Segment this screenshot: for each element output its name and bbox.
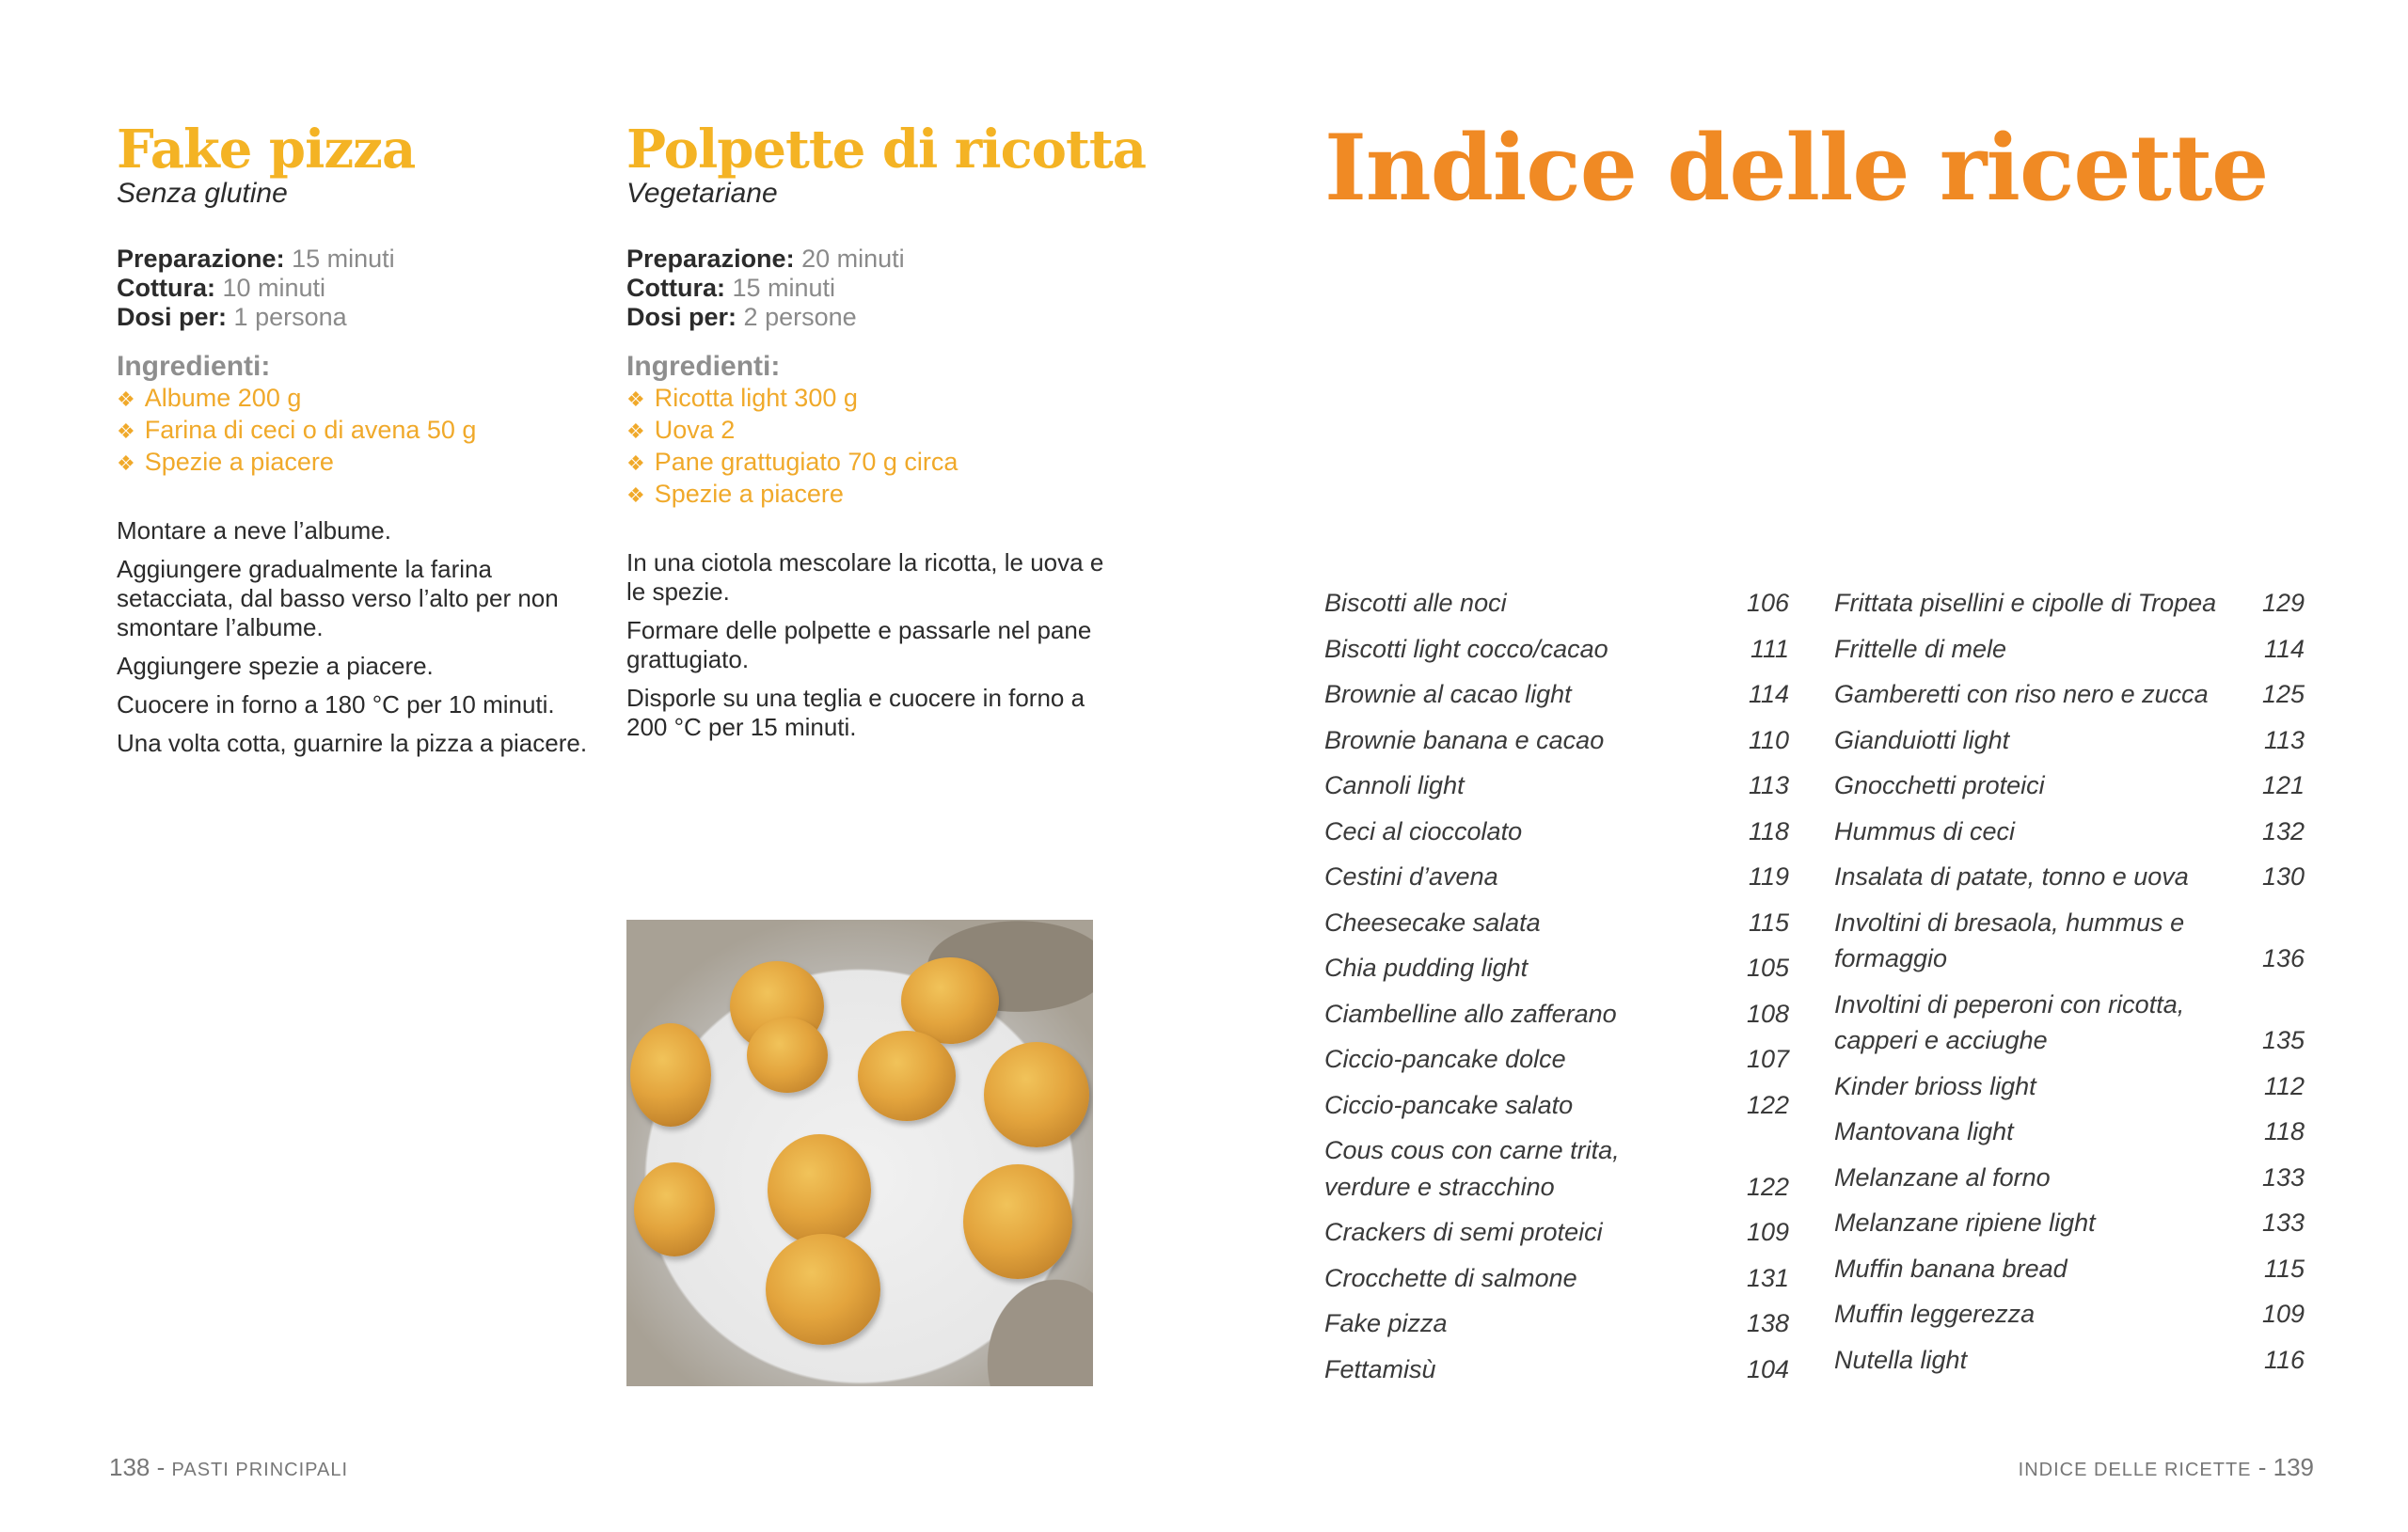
recipe-steps: [117, 516, 606, 758]
index-entry: Frittelle di mele 114: [1834, 634, 2305, 663]
meatball: [630, 1023, 711, 1127]
recipe-steps: [626, 548, 1116, 742]
index-entry: Cannoli light 113: [1324, 771, 1789, 799]
index-entry: Cestini d’avena 119: [1324, 862, 1789, 891]
diamond-bullet-icon: ❖: [117, 451, 135, 475]
ingredient-item: ❖ Farina di ceci o di avena 50 g: [117, 416, 477, 444]
recipe-fake-pizza: [117, 120, 606, 767]
meatball: [747, 1018, 828, 1093]
index-entry: Muffin banana bread 115: [1834, 1254, 2305, 1283]
recipe-title: Polpette di ricotta: [626, 118, 1147, 181]
recipe-meta: [626, 245, 1116, 332]
index-entry: Biscotti alle noci 106: [1324, 589, 1789, 617]
step: Disporle su una teglia e cuocere in forno a 200 °C per 15 minuti.: [626, 684, 1085, 741]
ingredient-item: ❖ Spezie a piacere: [117, 448, 334, 476]
index-entry: Crocchette di salmone 131: [1324, 1263, 1789, 1292]
meta-servings: Dosi per: 2 persone: [626, 303, 857, 331]
index-entry: Melanzane ripiene light 133: [1834, 1208, 2305, 1237]
ingredients-list: [117, 383, 606, 479]
index-entry: Hummus di ceci 132: [1834, 816, 2305, 845]
index-entry: Ceci al cioccolato 118: [1324, 816, 1789, 845]
index-entry: Ciccio-pancake salato 122: [1324, 1090, 1789, 1119]
page-number: - 139: [2258, 1453, 2314, 1481]
index-entry: Frittata pisellini e cipolle di Tropea 129: [1834, 589, 2305, 617]
index-title: Indice delle ricette: [1324, 115, 2269, 221]
meatball: [768, 1134, 871, 1245]
index-entry: Cous cous con carne trita, verdure e stracchino 122: [1324, 1136, 1789, 1201]
ingredient-item: ❖ Ricotta light 300 g: [626, 384, 858, 412]
index-entry: Nutella light 116: [1834, 1345, 2305, 1374]
index-entry: Muffin leggerezza 109: [1834, 1300, 2305, 1328]
recipe-meta: [117, 245, 606, 332]
diamond-bullet-icon: ❖: [626, 387, 645, 411]
index-entry: Gnocchetti proteici 121: [1834, 771, 2305, 799]
index-entry: Melanzane al forno 133: [1834, 1162, 2305, 1192]
meta-servings: Dosi per: 1 persona: [117, 303, 347, 331]
index-entry: Brownie banana e cacao 110: [1324, 725, 1789, 754]
index-entry: Gianduiotti light 113: [1834, 725, 2305, 754]
meta-preparation: Preparazione: 20 minuti: [626, 245, 905, 273]
footer-section: PASTI PRINCIPALI: [171, 1460, 349, 1480]
ingredient-item: ❖ Uova 2: [626, 416, 736, 444]
ingredient-item: ❖ Pane grattugiato 70 g circa: [626, 448, 958, 476]
index-entry: Biscotti light cocco/cacao 111: [1324, 634, 1789, 663]
index-entry: Kinder brioss light 112: [1834, 1071, 2305, 1100]
diamond-bullet-icon: ❖: [117, 419, 135, 443]
step: Aggiungere gradualmente la farina setacciata, dal basso verso l’alto per non smontare l’albume.: [117, 555, 559, 641]
index-entry: Brownie al cacao light 114: [1324, 680, 1789, 708]
index-entry: Mantovana light 118: [1834, 1117, 2305, 1145]
diamond-bullet-icon: ❖: [626, 483, 645, 507]
recipe-polpette-di-ricotta: [626, 118, 1147, 751]
meatball: [858, 1031, 956, 1121]
step: Una volta cotta, guarnire la pizza a piacere.: [117, 729, 588, 757]
polpette-photo: [626, 920, 1093, 1386]
ingredient-item: ❖ Albume 200 g: [117, 384, 302, 412]
step: In una ciotola mescolare la ricotta, le uova e le spezie.: [626, 548, 1104, 606]
index-entry: Involtini di peperoni con ricotta, capperi e acciughe 135: [1834, 989, 2305, 1054]
ingredients-title: Ingredienti:: [626, 351, 781, 382]
index-entry: Cheesecake salata 115: [1324, 908, 1789, 937]
ingredients-list: [626, 383, 1116, 511]
index-entry: Insalata di patate, tonno e uova 130: [1834, 862, 2305, 891]
recipe-subtitle: Senza glutine: [117, 178, 288, 209]
meta-preparation: Preparazione: 15 minuti: [117, 245, 395, 273]
step: Aggiungere spezie a piacere.: [117, 652, 434, 680]
meatball: [766, 1234, 880, 1345]
page-footer-left: [109, 1453, 348, 1482]
index-entry: Crackers di semi proteici 109: [1324, 1218, 1789, 1246]
meatball: [984, 1042, 1089, 1147]
meatball: [634, 1162, 715, 1256]
index-column-2: [1834, 585, 2305, 1387]
step: Cuocere in forno a 180 °C per 10 minuti.: [117, 690, 555, 719]
footer-section: INDICE DELLE RICETTE: [2018, 1460, 2252, 1480]
index-entry: Ciccio-pancake dolce 107: [1324, 1045, 1789, 1073]
index-entry: Chia pudding light 105: [1324, 954, 1789, 982]
page-footer-right: [2019, 1453, 2314, 1482]
meta-cooking: Cottura: 15 minuti: [626, 274, 836, 302]
diamond-bullet-icon: ❖: [117, 387, 135, 411]
recipe-subtitle: Vegetariane: [626, 178, 778, 209]
diamond-bullet-icon: ❖: [626, 419, 645, 443]
index-entry: Gamberetti con riso nero e zucca 125: [1834, 680, 2305, 708]
step: Formare delle polpette e passarle nel pane grattugiato.: [626, 616, 1092, 673]
ingredients-title: Ingredienti:: [117, 351, 271, 382]
index-entry: Fake pizza 138: [1324, 1309, 1789, 1337]
index-entry: Involtini di bresaola, hummus e formaggio 136: [1834, 908, 2305, 972]
diamond-bullet-icon: ❖: [626, 451, 645, 475]
step: Montare a neve l’albume.: [117, 516, 391, 545]
page-number: 138 -: [109, 1453, 166, 1481]
index-entry: Ciambelline allo zafferano 108: [1324, 999, 1789, 1028]
index-entry: Fettamisù 104: [1324, 1354, 1789, 1383]
recipe-title: Fake pizza: [117, 118, 416, 181]
ingredient-item: ❖ Spezie a piacere: [626, 480, 844, 508]
meta-cooking: Cottura: 10 minuti: [117, 274, 326, 302]
index-column-1: [1324, 585, 1789, 1397]
meatball: [963, 1164, 1072, 1279]
